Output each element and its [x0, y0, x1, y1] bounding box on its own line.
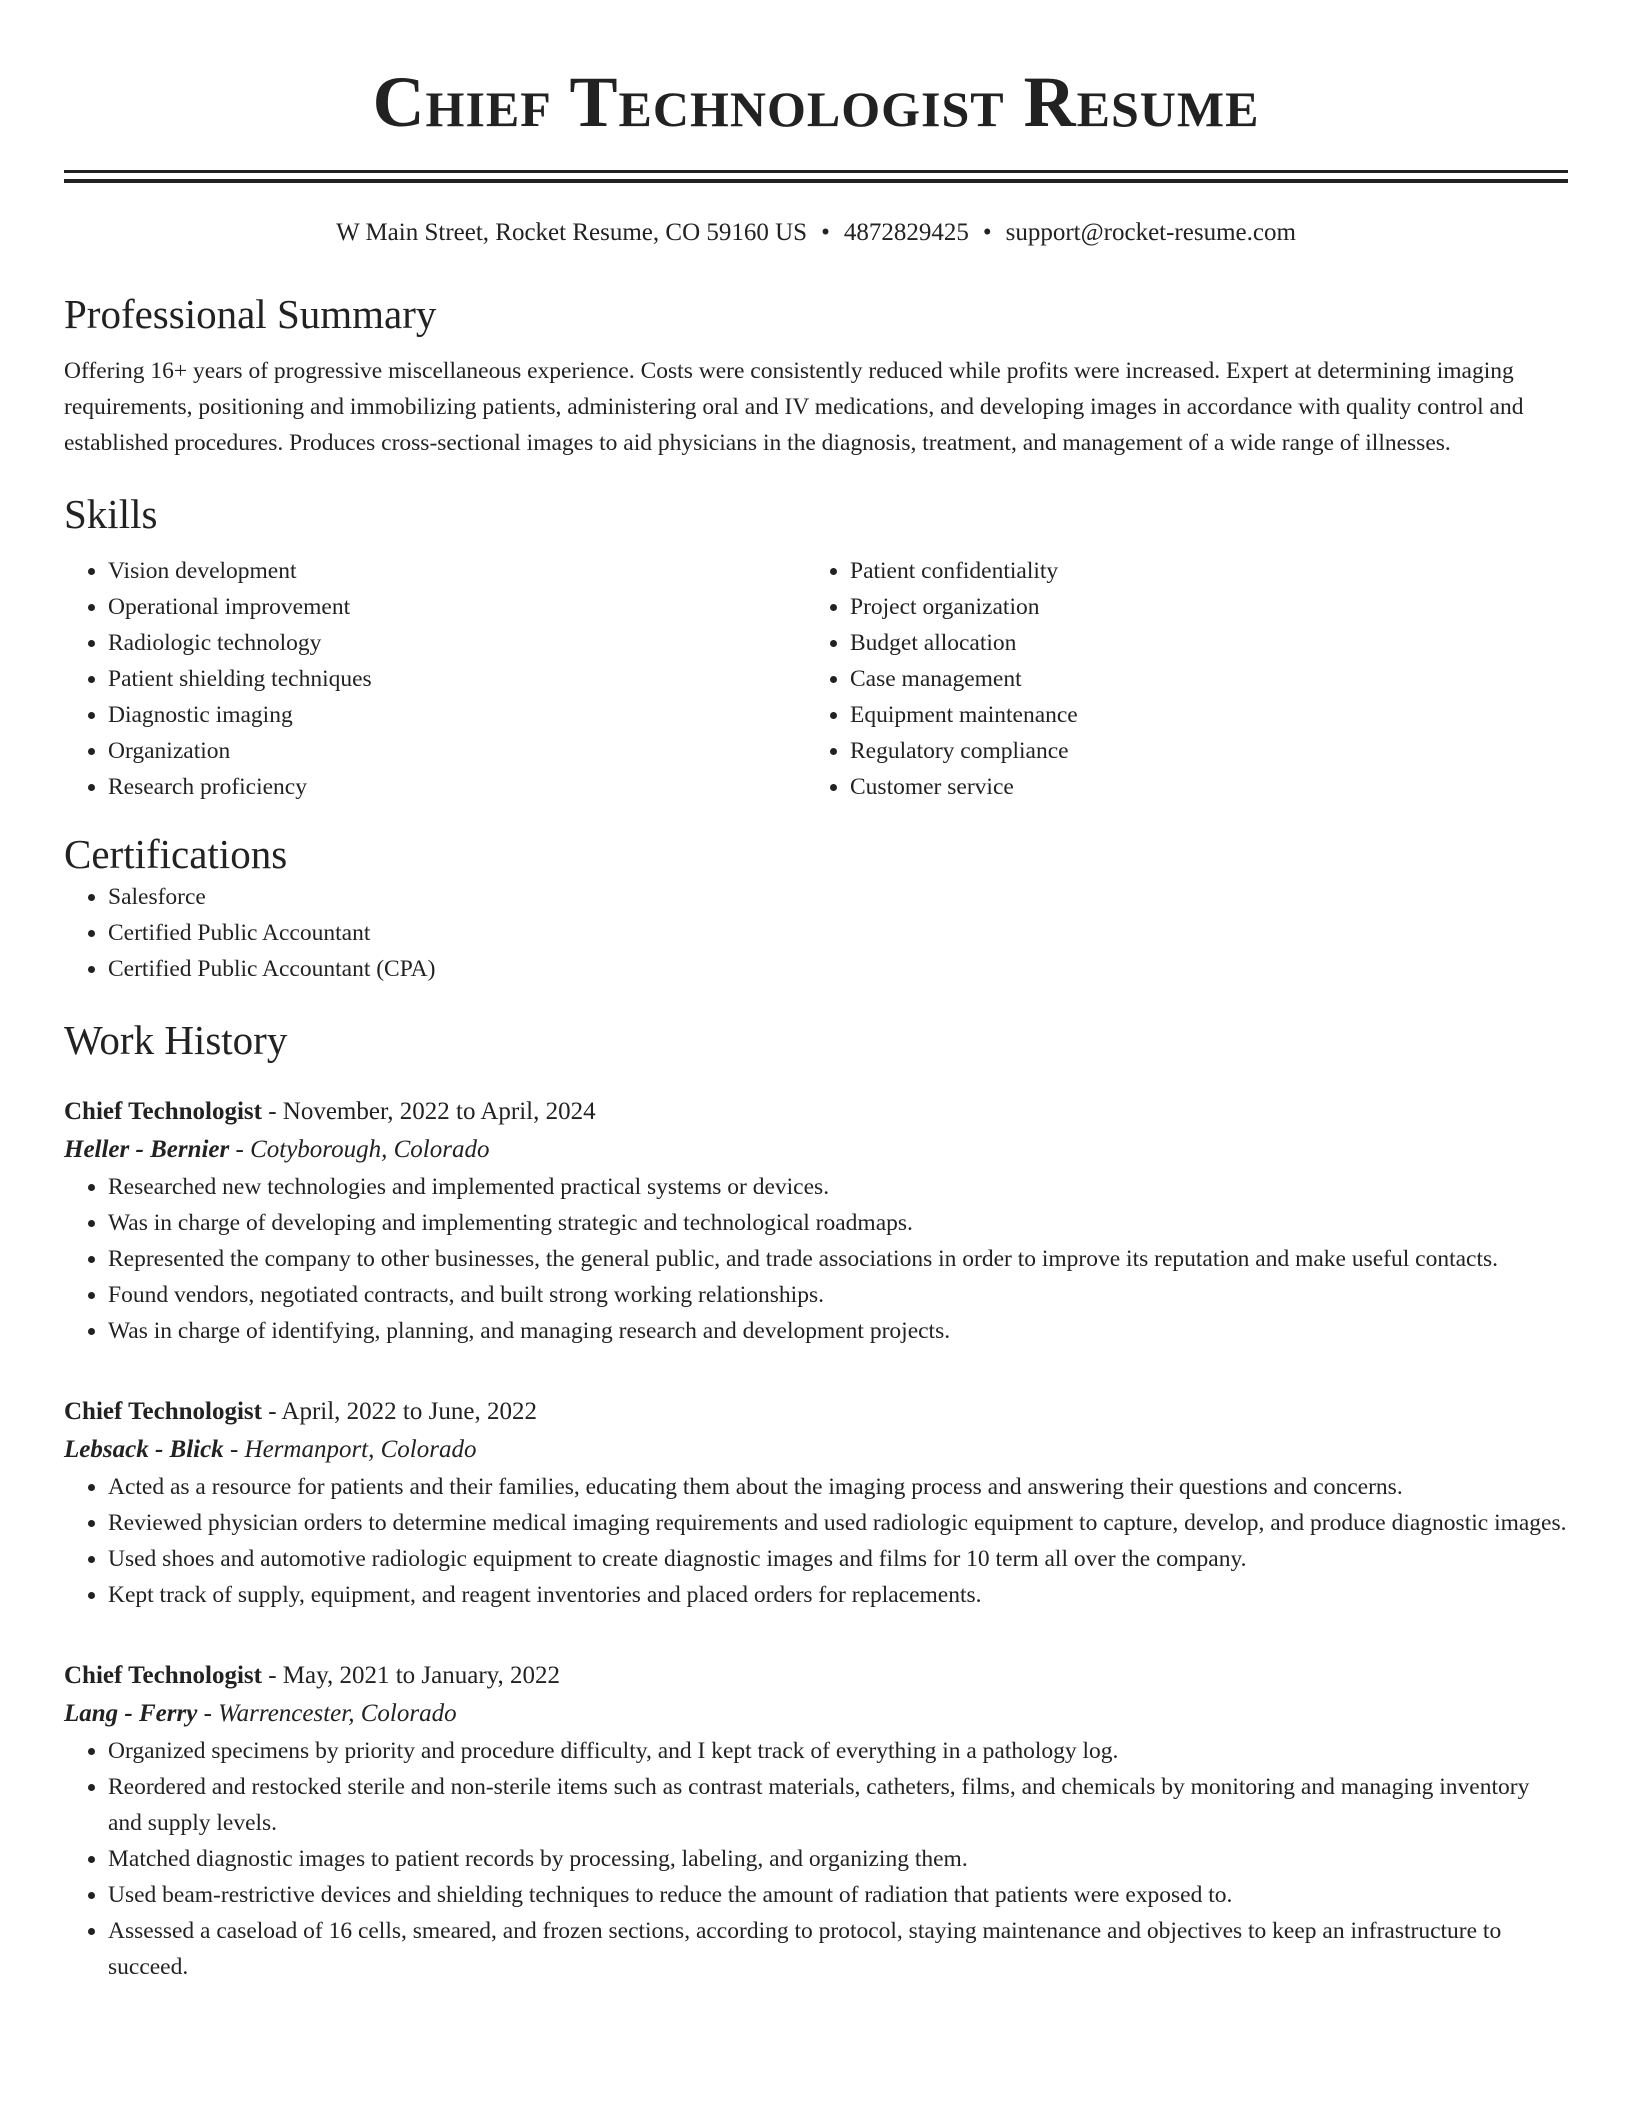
job-duty: • Reordered and restocked sterile and non-sterile items such as contrast materials, catheters, films, and chemicals by monitoring and managing inventory and supply levels.: [108, 1769, 1568, 1841]
title-rule-top: [64, 170, 1568, 173]
job-duty: • Matched diagnostic images to patient records by processing, labeling, and organizing them.: [108, 1841, 1568, 1877]
employer-line: [64, 1131, 1568, 1169]
employer-name: Lang - Ferry: [64, 1700, 198, 1727]
job-title-line: [64, 1657, 1568, 1695]
job-duties-list: [64, 1733, 1568, 1985]
job-duty: • Researched new technologies and implemented practical systems or devices.: [108, 1169, 1568, 1205]
skills-column-right: [806, 553, 1548, 805]
work-history-section: [64, 1015, 1568, 1985]
certifications-section: [64, 829, 1568, 987]
certifications-list: [64, 879, 1568, 987]
skill-item: • Case management: [850, 661, 1548, 697]
job-entry: [64, 1093, 1568, 1349]
job-dates: - November, 2022 to April, 2024: [261, 1098, 596, 1125]
job-dates: - April, 2022 to June, 2022: [261, 1398, 537, 1425]
skills-list-left: [64, 553, 806, 805]
job-duty: • Used beam-restrictive devices and shielding techniques to reduce the amount of radiation that patients were exposed to.: [108, 1877, 1568, 1913]
skill-item: • Patient confidentiality: [850, 553, 1548, 589]
job-duty: • Used shoes and automotive radiologic equipment to create diagnostic images and films for 10 term all over the company.: [108, 1541, 1568, 1577]
employer-location: - Cotyborough, Colorado: [229, 1136, 490, 1163]
title-rule-bottom: [64, 179, 1568, 183]
job-duty: • Found vendors, negotiated contracts, and built strong working relationships.: [108, 1277, 1568, 1313]
resume-title: Chief Technologist Resume: [372, 62, 1260, 142]
skill-item: • Radiologic technology: [108, 625, 806, 661]
job-duty: • Was in charge of developing and implementing strategic and technological roadmaps.: [108, 1205, 1568, 1241]
job-duties-list: [64, 1469, 1568, 1613]
summary-text: Offering 16+ years of progressive miscellaneous experience. Costs were consistently reduced while profits were increased. Expert at determining imaging requirements, positioning and immobilizing patients, administering oral and IV medications, and developing images in accordance with quality control and established procedures. Produces cross-sectional images to aid physicians in the diagnosis, treatment, and management of a wide range of illnesses.: [64, 358, 1524, 456]
job-duty: • Represented the company to other businesses, the general public, and trade associations in order to improve its reputation and make useful contacts.: [108, 1241, 1568, 1277]
skills-grid: [64, 553, 1568, 805]
certifications-heading: Certifications: [64, 831, 288, 877]
summary-section: [64, 289, 1568, 461]
job-title: Chief Technologist: [64, 1398, 262, 1425]
certification-item: • Certified Public Accountant: [108, 915, 1568, 951]
employer-name: Heller - Bernier: [64, 1136, 230, 1163]
skills-heading: Skills: [64, 491, 158, 537]
skill-item: • Organization: [108, 733, 806, 769]
job-title-line: [64, 1393, 1568, 1431]
summary-heading: Professional Summary: [64, 291, 437, 337]
employer-location: - Hermanport, Colorado: [223, 1436, 477, 1463]
skill-item: • Research proficiency: [108, 769, 806, 805]
work-history-heading: Work History: [64, 1017, 288, 1063]
skills-section: [64, 489, 1568, 805]
skill-item: • Operational improvement: [108, 589, 806, 625]
contact-phone: 4872829425: [843, 219, 969, 246]
job-title: Chief Technologist: [64, 1098, 262, 1125]
skill-item: • Regulatory compliance: [850, 733, 1548, 769]
skill-item: • Patient shielding techniques: [108, 661, 806, 697]
job-duties-list: [64, 1169, 1568, 1349]
job-title: Chief Technologist: [64, 1662, 262, 1689]
skill-item: • Equipment maintenance: [850, 697, 1548, 733]
contact-separator: •: [821, 219, 830, 246]
employer-line: [64, 1695, 1568, 1733]
employer-location: - Warrencester, Colorado: [197, 1700, 457, 1727]
skill-item: • Project organization: [850, 589, 1548, 625]
certification-item: • Certified Public Accountant (CPA): [108, 951, 1568, 987]
job-entry: [64, 1393, 1568, 1613]
job-duty: • Organized specimens by priority and procedure difficulty, and I kept track of everything in a pathology log.: [108, 1733, 1568, 1769]
employer-name: Lebsack - Blick: [64, 1436, 224, 1463]
job-entry: [64, 1657, 1568, 1985]
skill-item: • Budget allocation: [850, 625, 1548, 661]
skills-list-right: [806, 553, 1548, 805]
job-duty: • Acted as a resource for patients and their families, educating them about the imaging process and answering their questions and concerns.: [108, 1469, 1568, 1505]
job-duty: • Kept track of supply, equipment, and reagent inventories and placed orders for replacements.: [108, 1577, 1568, 1613]
skill-item: • Vision development: [108, 553, 806, 589]
skill-item: • Diagnostic imaging: [108, 697, 806, 733]
contact-email: support@rocket-resume.com: [1005, 219, 1296, 246]
skill-item: • Customer service: [850, 769, 1548, 805]
job-duty: • Reviewed physician orders to determine medical imaging requirements and used radiologic equipment to capture, develop, and produce diagnostic images.: [108, 1505, 1568, 1541]
job-dates: - May, 2021 to January, 2022: [261, 1662, 561, 1689]
contact-address: W Main Street, Rocket Resume, CO 59160 US: [336, 219, 808, 246]
job-duty: • Assessed a caseload of 16 cells, smeared, and frozen sections, according to protocol, staying maintenance and objectives to keep an infrastructure to succeed.: [108, 1913, 1568, 1985]
job-title-line: [64, 1093, 1568, 1131]
contact-separator: •: [982, 219, 992, 246]
certification-item: • Salesforce: [108, 879, 1568, 915]
job-duty: • Was in charge of identifying, planning, and managing research and development projects.: [108, 1313, 1568, 1349]
skills-column-left: [64, 553, 806, 805]
employer-line: [64, 1431, 1568, 1469]
contact-line: [64, 217, 1568, 249]
